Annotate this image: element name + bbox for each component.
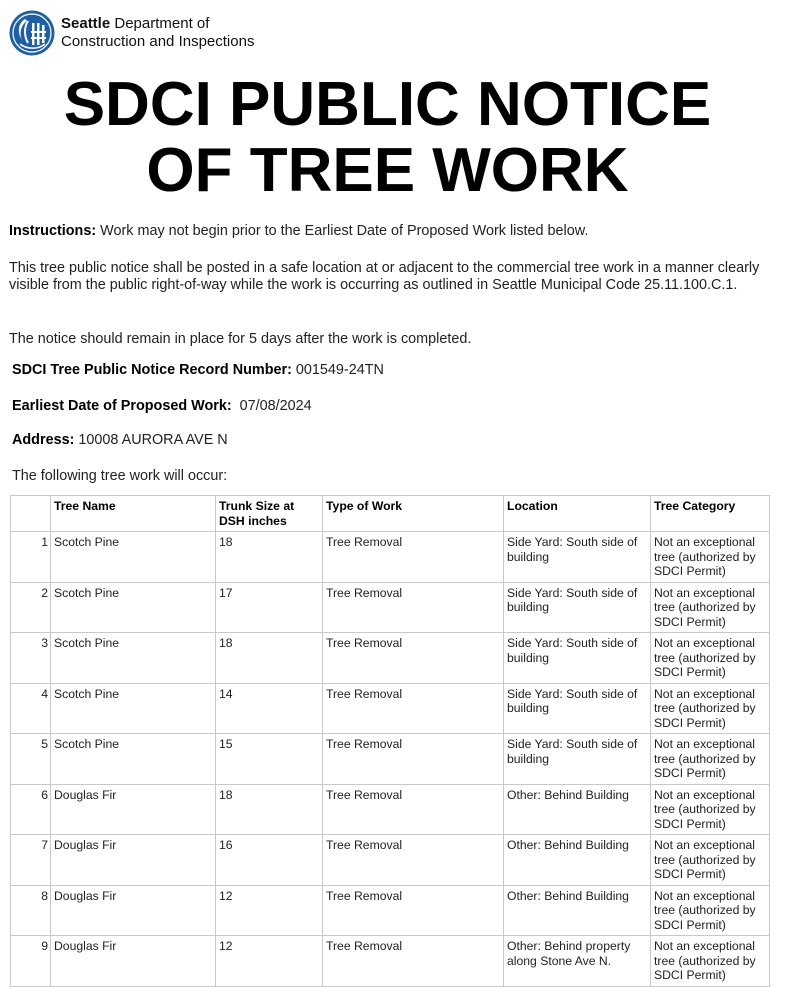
cell-tree-category: Not an exceptional tree (authorized by SDCI Permit) (651, 784, 770, 835)
col-header-tree-name: Tree Name (51, 496, 216, 532)
cell-tree-category: Not an exceptional tree (authorized by SDCI Permit) (651, 582, 770, 633)
cell-tree-name: Douglas Fir (51, 885, 216, 936)
cell-tree-name: Scotch Pine (51, 532, 216, 583)
cell-location: Side Yard: South side of building (504, 683, 651, 734)
cell-type-of-work: Tree Removal (323, 683, 504, 734)
address-value: 10008 AURORA AVE N (74, 432, 228, 448)
col-header-trunk-size: Trunk Size at DSH inches (216, 496, 323, 532)
cell-number: 1 (11, 532, 51, 583)
cell-type-of-work: Tree Removal (323, 734, 504, 785)
seattle-logo-icon (8, 9, 56, 57)
cell-trunk-size: 12 (216, 936, 323, 987)
cell-tree-name: Douglas Fir (51, 835, 216, 886)
org-bold: Seattle (61, 15, 111, 32)
address-label: Address: (12, 432, 75, 448)
cell-trunk-size: 18 (216, 784, 323, 835)
earliest-label: Earliest Date of Proposed Work: (12, 398, 232, 414)
cell-type-of-work: Tree Removal (323, 784, 504, 835)
cell-trunk-size: 17 (216, 582, 323, 633)
table-row (11, 784, 770, 835)
cell-tree-name: Scotch Pine (51, 582, 216, 633)
cell-type-of-work: Tree Removal (323, 532, 504, 583)
cell-tree-name: Scotch Pine (51, 633, 216, 684)
cell-tree-name: Scotch Pine (51, 734, 216, 785)
cell-type-of-work: Tree Removal (323, 633, 504, 684)
cell-trunk-size: 18 (216, 532, 323, 583)
address (12, 432, 228, 449)
page-header (8, 9, 254, 57)
cell-tree-category: Not an exceptional tree (authorized by SDCI Permit) (651, 633, 770, 684)
table-row (11, 532, 770, 583)
cell-tree-category: Not an exceptional tree (authorized by SDCI Permit) (651, 835, 770, 886)
cell-trunk-size: 16 (216, 835, 323, 886)
cell-tree-name: Scotch Pine (51, 683, 216, 734)
cell-location: Side Yard: South side of building (504, 582, 651, 633)
cell-location: Other: Behind property along Stone Ave N. (504, 936, 651, 987)
cell-number: 3 (11, 633, 51, 684)
cell-tree-name: Douglas Fir (51, 936, 216, 987)
table-row (11, 885, 770, 936)
instructions (9, 223, 779, 240)
cell-tree-category: Not an exceptional tree (authorized by SDCI Permit) (651, 936, 770, 987)
cell-type-of-work: Tree Removal (323, 835, 504, 886)
cell-location: Side Yard: South side of building (504, 532, 651, 583)
col-header-number (11, 496, 51, 532)
cell-number: 7 (11, 835, 51, 886)
duration-paragraph: The notice should remain in place for 5 days after the work is completed. (9, 331, 472, 347)
org-line2: Construction and Inspections (61, 33, 255, 50)
title-line1: SDCI PUBLIC NOTICE (63, 70, 712, 139)
org-line1: Department of (110, 15, 210, 32)
cell-location: Other: Behind Building (504, 835, 651, 886)
instructions-label: Instructions: (9, 223, 97, 239)
table-row (11, 582, 770, 633)
cell-trunk-size: 15 (216, 734, 323, 785)
cell-number: 2 (11, 582, 51, 633)
col-header-type-of-work: Type of Work (323, 496, 504, 532)
table-row (11, 633, 770, 684)
table-row (11, 683, 770, 734)
record-number (12, 362, 384, 379)
cell-tree-category: Not an exceptional tree (authorized by SDCI Permit) (651, 532, 770, 583)
page-title (0, 72, 775, 204)
cell-number: 4 (11, 683, 51, 734)
cell-number: 9 (11, 936, 51, 987)
instructions-text: Work may not begin prior to the Earliest Date of Proposed Work listed below. (96, 223, 589, 239)
table-row (11, 936, 770, 987)
cell-location: Other: Behind Building (504, 784, 651, 835)
cell-location: Other: Behind Building (504, 885, 651, 936)
tree-work-table (10, 495, 770, 987)
table-intro: The following tree work will occur: (12, 468, 228, 484)
record-label: SDCI Tree Public Notice Record Number: (12, 362, 292, 378)
cell-trunk-size: 18 (216, 633, 323, 684)
earliest-value: 07/08/2024 (231, 398, 312, 414)
cell-number: 6 (11, 784, 51, 835)
table-row (11, 835, 770, 886)
title-line2: OF TREE WORK (146, 136, 629, 205)
cell-location: Side Yard: South side of building (504, 734, 651, 785)
cell-location: Side Yard: South side of building (504, 633, 651, 684)
cell-tree-category: Not an exceptional tree (authorized by SDCI Permit) (651, 885, 770, 936)
earliest-date (12, 398, 312, 415)
cell-tree-name: Douglas Fir (51, 784, 216, 835)
department-name (61, 15, 254, 51)
record-value: 001549-24TN (291, 362, 384, 378)
col-header-location: Location (504, 496, 651, 532)
cell-type-of-work: Tree Removal (323, 936, 504, 987)
cell-type-of-work: Tree Removal (323, 582, 504, 633)
cell-trunk-size: 14 (216, 683, 323, 734)
table-row (11, 734, 770, 785)
posting-paragraph: This tree public notice shall be posted in a safe location at or adjacent to the commercial tree work in a manner clearly visible from the public right-of-way while the work is occurring as outlined in Seattle Municipal Code 25.11.100.C.1. (9, 260, 760, 293)
cell-type-of-work: Tree Removal (323, 885, 504, 936)
cell-number: 8 (11, 885, 51, 936)
cell-number: 5 (11, 734, 51, 785)
cell-trunk-size: 12 (216, 885, 323, 936)
col-header-tree-category: Tree Category (651, 496, 770, 532)
cell-tree-category: Not an exceptional tree (authorized by SDCI Permit) (651, 683, 770, 734)
cell-tree-category: Not an exceptional tree (authorized by SDCI Permit) (651, 734, 770, 785)
table-header-row (11, 496, 770, 532)
